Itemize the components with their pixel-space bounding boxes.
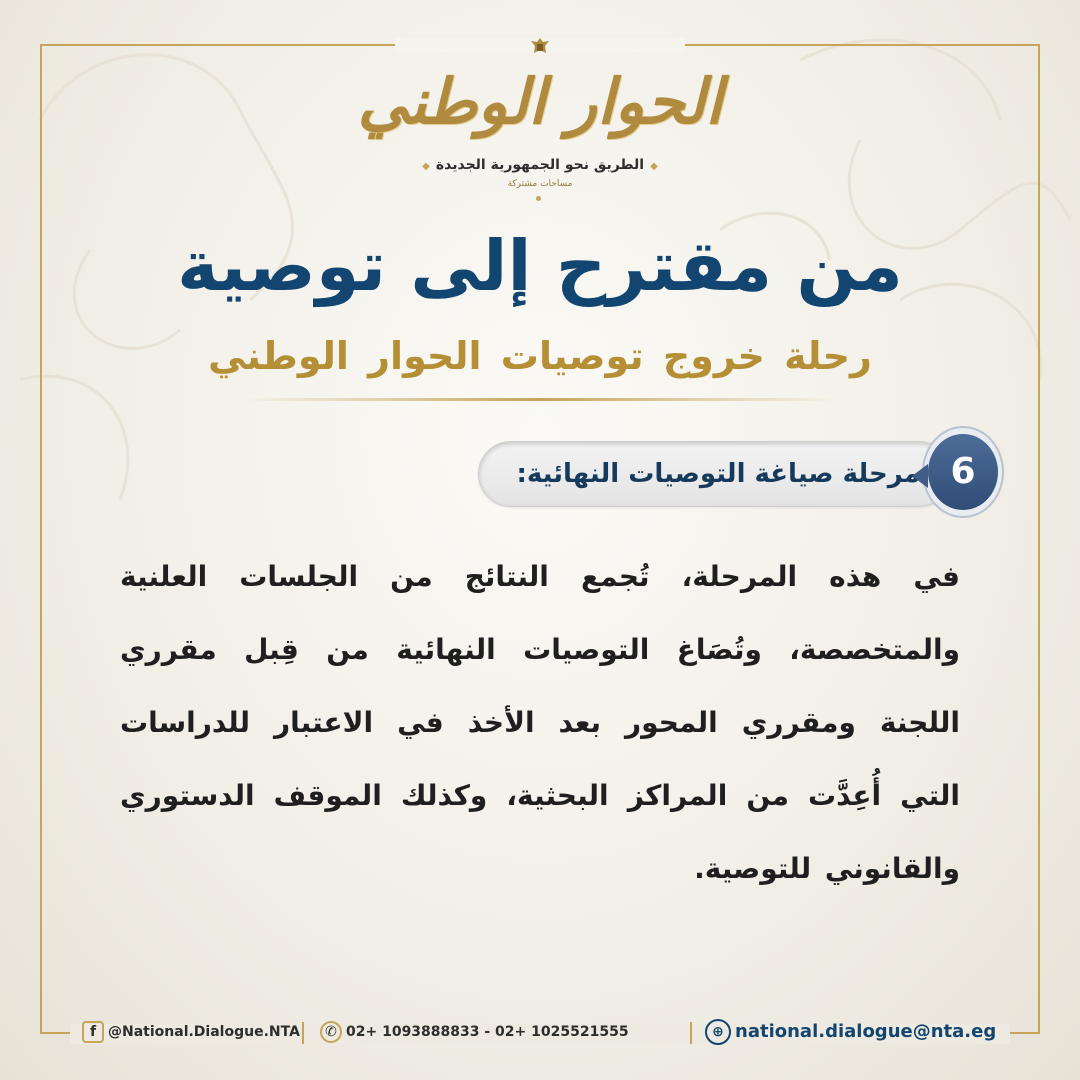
facebook-handle: @National.Dialogue.NTA (108, 1024, 300, 1040)
step-number-badge: 6 (928, 434, 998, 510)
footer-separator (690, 1022, 692, 1044)
logo-tagline (0, 157, 1080, 173)
step-title: مرحلة صياغة التوصيات النهائية: (516, 459, 920, 489)
diamond-icon: ◆ (650, 161, 658, 172)
logo-title: الحوار الوطني (357, 65, 723, 138)
footer-separator (302, 1022, 304, 1044)
page-title: من مقترح إلى توصية (177, 225, 903, 307)
website-text: national.dialogue@nta.eg (735, 1021, 997, 1042)
whatsapp-phone-icon: ✆ (320, 1021, 342, 1043)
footer (0, 1017, 1080, 1047)
logo-subtext: مساحات مشتركة (507, 179, 573, 189)
footer-phones[interactable] (320, 1017, 629, 1047)
footer-facebook[interactable] (82, 1017, 300, 1047)
diamond-icon: ◆ (422, 161, 430, 172)
eagle-emblem-icon (529, 36, 551, 58)
logo-tagline-text: الطريق نحو الجمهورية الجديدة (435, 157, 645, 173)
step-description: في هذه المرحلة، تُجمع النتائج من الجلسات العلنية والمتخصصة، وتُصَاغ التوصيات النهائية من قِبل مقرري اللجنة ومقرري المحور بعد الأخذ في الاعتبار للدراسات التي أُعِدَّت من المراكز البحثية، وكذلك الموقف الدستوري والقانوني للتوصية. (120, 560, 960, 885)
phone-numbers: 02+ 1093888833 - 02+ 1025521555 (346, 1024, 629, 1040)
step-pointer-icon (912, 464, 928, 488)
gold-divider (240, 398, 840, 401)
page-subtitle: رحلة خروج توصيات الحوار الوطني (208, 334, 872, 378)
logo-dot (536, 196, 541, 201)
globe-icon: ⊕ (705, 1019, 731, 1045)
footer-website[interactable] (705, 1017, 996, 1047)
facebook-icon: f (82, 1021, 104, 1043)
